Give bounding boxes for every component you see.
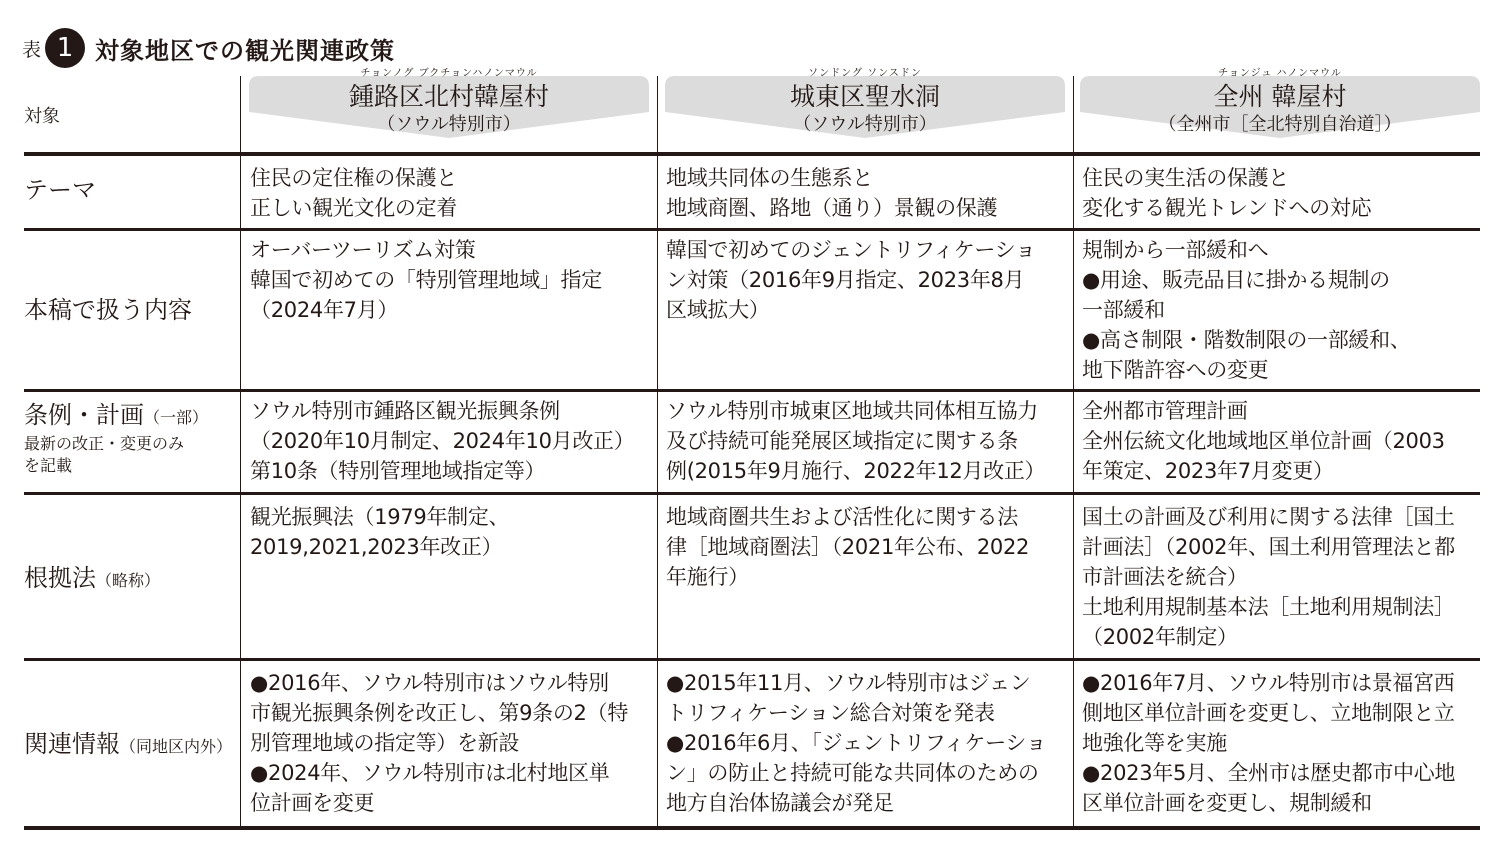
row-label-small: （一部） [144,408,209,427]
table-cell: ●2015年11月、ソウル特別市はジェン トリフィケーション総合対策を発表 ●2016年6月、「ジェントリフィケーショ ン」の防止と持続可能な共同体のための 地方自治体協議会が発足 [666,671,1047,815]
corner-label: 対象 [24,106,60,127]
row-label-scope: 本稿で扱う内容 [24,296,192,324]
column-location: （全州市［全北特別自治道］） [1158,114,1402,135]
row-label-ordinance [24,400,208,477]
row-divider [24,658,1480,661]
table-cell: 規制から一部緩和へ ●用途、販売品目に掛かる規制の 一部緩和 ●高さ制限・階数制限の一部緩和、 地下階許容への変更 [1082,238,1411,382]
column-divider [1073,76,1074,828]
row-label-small: （同地区内外） [120,737,233,756]
column-ruby: ソンドング ソンスドン [808,68,922,79]
table-cell: 観光振興法（1979年制定、 2019,2021,2023年改正） [250,505,510,559]
row-divider [24,389,1480,392]
table-cell: 韓国で初めてのジェントリフィケーショ ン対策（2016年9月指定、2023年8月 区域拡大） [666,238,1036,322]
title-text: 対象地区での観光関連政策 [95,36,396,65]
title-prefix: 表 [22,38,42,61]
row-label-legal-basis [24,563,160,596]
row-divider [24,492,1480,495]
table-cell: オーバーツーリズム対策 韓国で初めての「特別管理地域」指定 （2024年7月） [250,238,602,322]
table-cell: 国土の計画及び利用に関する法律［国土 計画法］（2002年、国土利用管理法と都 市計画法を統合） 土地利用規制基本法［土地利用規制法］ （2002年制定） [1082,505,1455,649]
table-cell: 住民の定住権の保護と 正しい観光文化の定着 [250,166,457,220]
column-divider [657,76,658,828]
row-label-small: （略称） [96,571,161,590]
table-cell: ソウル特別市城東区地域共同体相互協力 及び持続可能発展区域指定に関する条 例(2015年9月施行、2022年12月改正） [666,399,1046,483]
column-location: （ソウル特別市） [377,114,521,135]
table-bottom-border [24,826,1480,830]
table-cell: ソウル特別市鍾路区観光振興条例 （2020年10月制定、2024年10月改正） 第10条（特別管理地域指定等） [250,399,635,483]
row-label-related-info [24,729,232,762]
table-cell: 住民の実生活の保護と 変化する観光トレンドへの対応 [1082,166,1372,220]
column-ruby: チョンノグ ブクチョンハノンマウル [360,68,538,79]
column-name: 鍾路区北村韓屋村 [348,82,549,111]
table-cell: ●2016年7月、ソウル特別市は景福宮西 側地区単位計画を変更し、立地制限と立 地強化等を実施 ●2023年5月、全州市は歴史都市中心地 区単位計画を変更し、規制緩和 [1082,671,1456,815]
table-cell: ●2016年、ソウル特別市はソウル特別 市観光振興条例を改正し、第9条の2（特 別管理地域の指定等）を新設 ●2024年、ソウル特別市は北村地区単 位計画を変更 [250,671,629,815]
table-title [22,28,395,68]
column-header-jeonju [1080,68,1480,152]
row-label-main: 根拠法 [24,564,96,592]
column-header-bukchon [249,68,649,152]
row-label-note: 最新の改正・変更のみ を記載 [24,434,185,475]
column-name: 城東区聖水洞 [789,82,940,111]
table-cell: 地域商圏共生および活性化に関する法 律［地域商圏法］（2021年公布、2022 年施行） [666,505,1030,589]
column-location: （ソウル特別市） [793,114,937,135]
row-label-theme: テーマ [24,176,96,204]
column-header-seongsu [665,68,1065,152]
table-cell: 全州都市管理計画 全州伝統文化地域地区単位計画（2003 年策定、2023年7月変更） [1082,399,1445,483]
row-label-main: 条例・計画 [24,401,144,429]
column-ruby: チョンジュ ハノンマウル [1218,68,1342,79]
table-cell: 地域共同体の生態系と 地域商圏、路地（通り）景観の保護 [666,166,998,220]
column-divider [240,76,241,828]
title-number-badge: 1 [45,28,85,68]
header-divider [24,152,1480,156]
row-divider [24,228,1480,231]
row-label-main: 関連情報 [24,730,120,758]
column-name: 全州 韓屋村 [1213,82,1347,111]
